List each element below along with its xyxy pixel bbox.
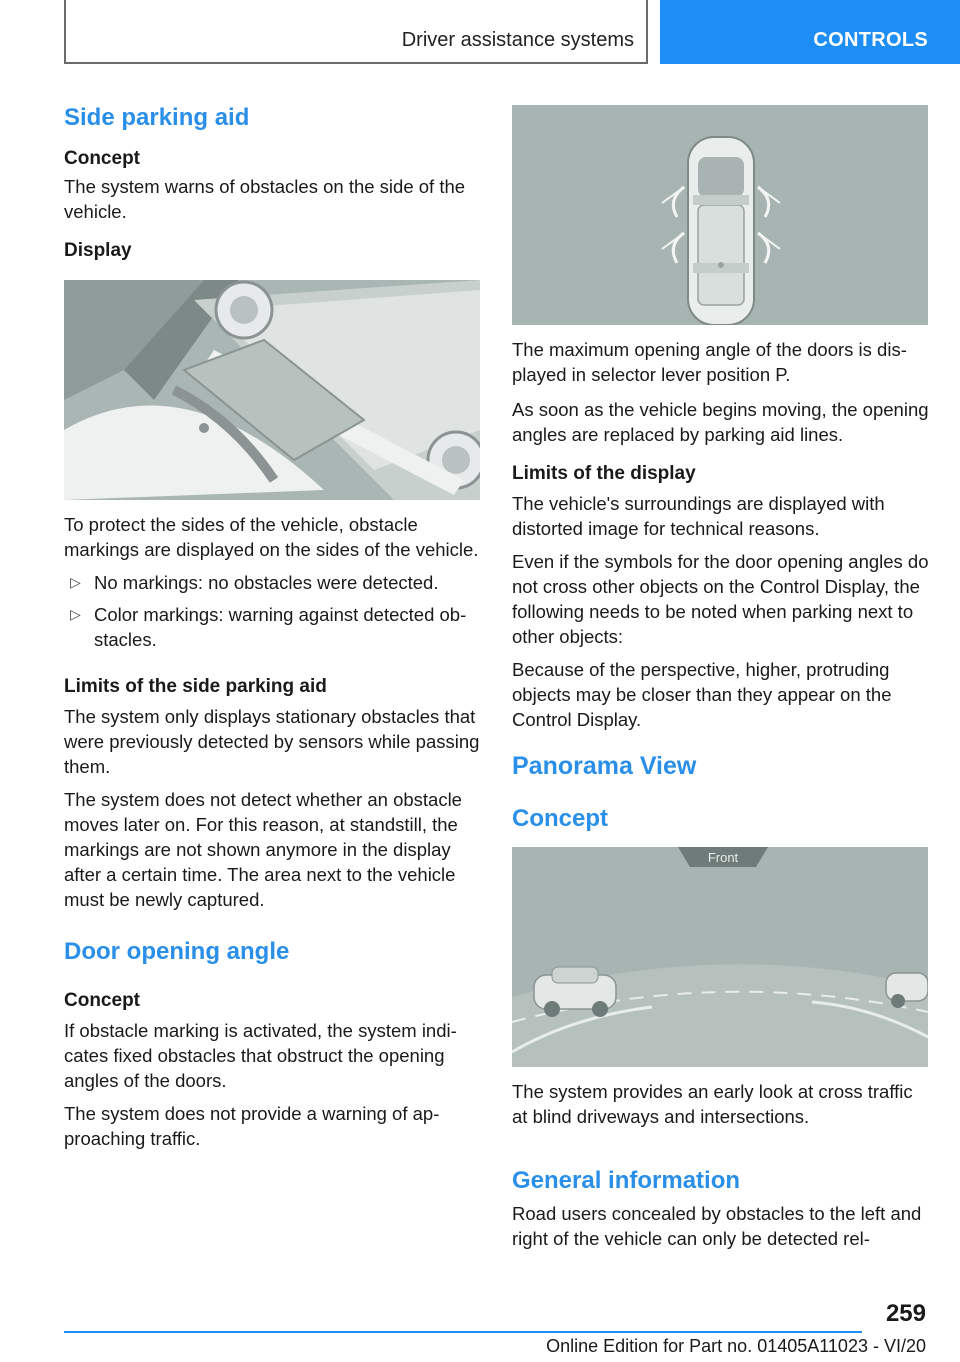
display-heading: Display: [64, 240, 132, 261]
display-text: To protect the sides of the vehicle, obstacle markings are displayed on the sides of the vehicle.: [64, 514, 479, 560]
section-title-panorama-view: Panorama View: [512, 752, 697, 780]
page-number: 259: [885, 1300, 926, 1327]
header-chapter-tab: [660, 0, 960, 64]
concept-text: The system warns of obstacles on the side of the vehicle.: [64, 176, 466, 222]
list-item: ▷ No markings: no obstacles were detected.: [70, 572, 439, 593]
limits-display-paragraph-3: Because of the perspective, higher, protruding objects may be closer than they appear on the Control Display.: [512, 659, 892, 730]
markings-list: [64, 570, 482, 652]
panorama-paragraph-1: The system provides an early look at cross traffic at blind driveways and intersections.: [512, 1081, 913, 1127]
general-information-heading: General information: [512, 1167, 741, 1194]
concept-heading: Concept: [64, 148, 140, 169]
panorama-concept-heading: Concept: [512, 805, 608, 832]
limits-paragraph-2: The system does not detect whether an obstacle moves later on. For this reason, at standstill, the markings are not shown anymore in the display after a certain time. The area next to the vehicle must be newly captured.: [64, 789, 462, 910]
limits-paragraph-1: The system only displays stationary obstacles that were previously detected by sensors while passing them.: [64, 706, 480, 777]
section-title-side-parking-aid: Side parking aid: [64, 104, 250, 131]
door-concept-heading: Concept: [64, 990, 140, 1011]
header-section-title: Driver assistance systems: [401, 29, 634, 51]
panorama-view-illustration: [512, 847, 928, 1067]
limits-display-paragraph-2: Even if the symbols for the door opening angles do not cross other objects on the Control Display, the following needs to be noted when parking next to other objects:: [512, 551, 929, 647]
door-paragraph-3: The maximum opening angle of the doors is displayed in selector lever position P.: [512, 339, 907, 385]
left-column: [64, 100, 482, 1151]
door-opening-angle-illustration: [512, 105, 928, 325]
limits-display-paragraph-1: The vehicle's surroundings are displayed with distorted image for technical reasons.: [512, 493, 885, 539]
triangle-right-icon: ▷: [70, 574, 81, 590]
header-section-box: [64, 0, 648, 64]
general-paragraph-1: Road users concealed by obstacles to the left and right of the vehicle can only be detected rel-: [512, 1203, 922, 1249]
list-item: ▷ Color markings: warning against detected obstacles.: [70, 604, 467, 650]
limits-side-parking-heading: Limits of the side parking aid: [64, 676, 327, 697]
side-parking-aid-illustration: [64, 280, 480, 500]
door-paragraph-2: The system does not provide a warning of approaching traffic.: [64, 1103, 440, 1149]
triangle-right-icon: ▷: [70, 606, 81, 622]
door-paragraph-1: If obstacle marking is activated, the system indicates fixed obstacles that obstruct the opening angles of the doors.: [64, 1020, 457, 1091]
footer-divider: [64, 1331, 862, 1333]
section-title-door-opening-angle: Door opening angle: [64, 938, 290, 965]
door-paragraph-4: As soon as the vehicle begins moving, the opening angles are replaced by parking aid lines.: [512, 399, 929, 445]
right-column: [512, 100, 930, 1251]
header-chapter-title: CONTROLS: [813, 29, 928, 51]
limits-display-heading: Limits of the display: [512, 463, 696, 484]
front-label: Front: [707, 850, 739, 865]
footer-edition: Online Edition for Part no. 01405A11023 - VI/20: [546, 1336, 926, 1356]
